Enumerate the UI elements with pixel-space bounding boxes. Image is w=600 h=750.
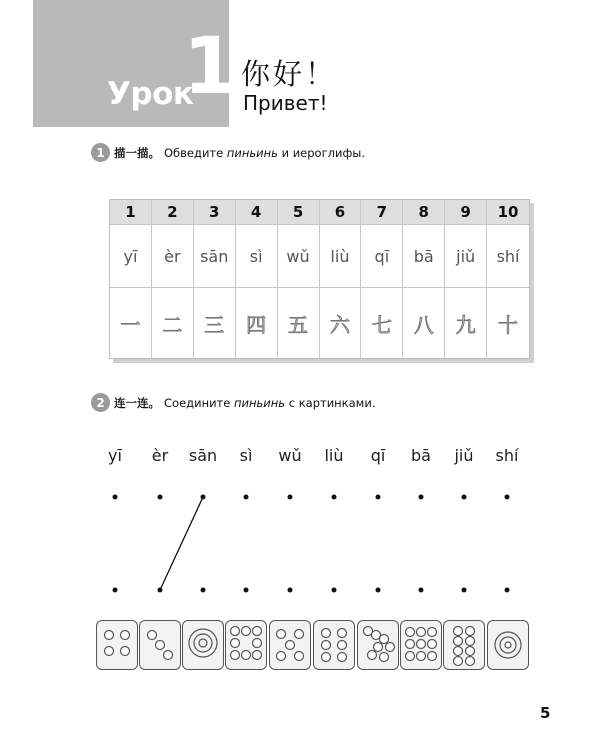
tile-circle-icon xyxy=(242,627,251,636)
tile-circle-icon xyxy=(428,640,437,649)
bottom-match-dot[interactable] xyxy=(113,588,118,593)
table-number-cell: 7 xyxy=(361,200,403,225)
lesson-number: 1 xyxy=(183,22,238,112)
tile-circle-icon xyxy=(386,643,395,652)
matching-pinyin-item: èr xyxy=(151,446,169,465)
tile-circle-icon xyxy=(231,651,240,660)
table-pinyin-cell: shí xyxy=(487,225,529,288)
table-number-cell: 2 xyxy=(152,200,194,225)
tile-circle-icon xyxy=(380,653,389,662)
top-match-dot[interactable] xyxy=(505,495,510,500)
tile-circle-icon xyxy=(231,627,240,636)
bottom-match-dot[interactable] xyxy=(244,588,249,593)
tile-circle-icon xyxy=(380,635,389,644)
one-big-circle-tile xyxy=(487,620,529,670)
task-1-text: Обведите пиньинь и иероглифы. xyxy=(164,145,366,160)
matching-pinyin-item: qī xyxy=(370,446,386,465)
tile-circle-icon xyxy=(454,637,463,646)
tile-circle-icon xyxy=(454,647,463,656)
top-match-dot[interactable] xyxy=(201,495,206,500)
lesson-title-russian: Привет! xyxy=(243,91,328,115)
matching-pinyin-item: sān xyxy=(188,446,218,465)
tile-circle-icon xyxy=(277,652,286,661)
tile-circle-icon xyxy=(338,653,347,662)
stacked-circles-tile xyxy=(182,620,224,670)
tile-circle-icon xyxy=(338,629,347,638)
tile-circle-icon xyxy=(417,640,426,649)
numbers-table xyxy=(109,199,530,359)
table-pinyin-cell: èr xyxy=(152,225,194,288)
bottom-match-dot[interactable] xyxy=(332,588,337,593)
bottom-match-dot[interactable] xyxy=(505,588,510,593)
tile-circle-icon xyxy=(428,652,437,661)
task-2-title-chinese: 连一连。 xyxy=(114,395,160,410)
matching-pinyin-item: sì xyxy=(239,446,253,465)
tile-circle-icon xyxy=(322,629,331,638)
table-pinyin-cell: yī xyxy=(110,225,152,288)
nine-circles-tile xyxy=(400,620,442,670)
table-hanzi-cell[interactable]: 二 xyxy=(152,288,194,358)
table-pinyin-cell: qī xyxy=(361,225,403,288)
tile-circle-icon xyxy=(466,637,475,646)
table-hanzi-cell[interactable]: 五 xyxy=(278,288,320,358)
matching-pinyin-item: liù xyxy=(324,446,344,465)
tile-circle-icon xyxy=(505,642,511,648)
table-number-cell: 8 xyxy=(403,200,445,225)
table-hanzi-cell[interactable]: 十 xyxy=(498,312,519,337)
matching-pinyin-item: jiǔ xyxy=(454,446,474,465)
table-pinyin-cell: bā xyxy=(403,225,445,288)
table-hanzi-cell[interactable]: 三 xyxy=(194,288,236,358)
task-2-number-badge: 2 xyxy=(91,393,110,412)
tile-circle-icon xyxy=(406,628,415,637)
table-pinyin-cell: jiǔ xyxy=(445,225,487,288)
tile-circle-icon xyxy=(466,647,475,656)
matching-pinyin-item: shí xyxy=(495,446,519,465)
tile-circle-icon xyxy=(253,651,262,660)
top-match-dot[interactable] xyxy=(288,495,293,500)
tile-circle-icon xyxy=(466,627,475,636)
task-2-instruction xyxy=(91,393,375,412)
table-pinyin-cell: wǔ xyxy=(278,225,320,288)
task-2-text: Соедините пиньинь с картинками. xyxy=(164,395,376,410)
table-hanzi-cell[interactable]: 一 xyxy=(110,288,152,358)
matching-pinyin-item: wǔ xyxy=(278,446,302,465)
page-number: 5 xyxy=(540,704,551,722)
tile-circle-icon xyxy=(164,651,173,660)
table-number-cell: 1 xyxy=(110,200,152,225)
bottom-match-dot[interactable] xyxy=(376,588,381,593)
tile-circle-icon xyxy=(121,647,130,656)
tile-circle-icon xyxy=(105,647,114,656)
top-match-dot[interactable] xyxy=(332,495,337,500)
table-number-cell: 9 xyxy=(445,200,487,225)
eight-circles-column-tile xyxy=(443,620,485,670)
tile-circle-icon xyxy=(105,631,114,640)
table-number-cell: 3 xyxy=(194,200,236,225)
tile-circle-icon xyxy=(253,627,262,636)
tile-circle-icon xyxy=(242,651,251,660)
example-connection-line xyxy=(160,497,203,590)
table-pinyin-cell: liù xyxy=(320,225,362,288)
tile-circle-icon xyxy=(428,628,437,637)
tile-circle-icon xyxy=(454,627,463,636)
top-match-dot[interactable] xyxy=(376,495,381,500)
table-pinyin-cell: sì xyxy=(236,225,278,288)
table-number-cell: 5 xyxy=(278,200,320,225)
table-number-cell: 6 xyxy=(320,200,362,225)
tile-circle-icon xyxy=(500,637,516,653)
tile-circle-icon xyxy=(338,641,347,650)
tile-circle-icon xyxy=(286,641,295,650)
table-pinyin-cell: sān xyxy=(194,225,236,288)
tile-circle-icon xyxy=(466,657,475,666)
tile-circle-icon xyxy=(368,651,377,660)
eight-circles-tile xyxy=(225,620,267,670)
bottom-match-dot[interactable] xyxy=(158,588,163,593)
table-hanzi-cell[interactable]: 七 xyxy=(361,288,403,358)
top-match-dot[interactable] xyxy=(462,495,467,500)
bottom-match-dot[interactable] xyxy=(201,588,206,593)
tile-circle-icon xyxy=(295,652,304,661)
two-circles-tile xyxy=(96,620,138,670)
tile-circle-icon xyxy=(253,639,262,648)
tile-circle-icon xyxy=(417,652,426,661)
tile-circle-icon xyxy=(189,629,217,657)
tile-circle-icon xyxy=(295,630,304,639)
tile-circle-icon xyxy=(406,640,415,649)
tile-circle-icon xyxy=(199,639,207,647)
tile-circle-icon xyxy=(406,652,415,661)
table-number-cell: 10 xyxy=(487,200,529,225)
tile-circle-icon xyxy=(374,643,383,652)
six-circles-tile xyxy=(313,620,355,670)
lesson-word: Урок xyxy=(107,76,194,112)
top-match-dot[interactable] xyxy=(113,495,118,500)
bottom-match-dot[interactable] xyxy=(288,588,293,593)
tile-circle-icon xyxy=(156,641,165,650)
matching-pinyin-item: yī xyxy=(108,446,122,465)
tile-circle-icon xyxy=(194,634,212,652)
top-match-dot[interactable] xyxy=(244,495,249,500)
tile-circle-icon xyxy=(454,657,463,666)
tile-circle-icon xyxy=(495,632,521,658)
tile-circle-icon xyxy=(231,639,240,648)
three-circles-diagonal-tile xyxy=(139,620,181,670)
top-match-dot[interactable] xyxy=(158,495,163,500)
tile-circle-icon xyxy=(277,630,286,639)
table-hanzi-cell[interactable]: 八 xyxy=(403,288,445,358)
top-match-dot[interactable] xyxy=(419,495,424,500)
matching-pinyin-row xyxy=(0,446,600,470)
table-hanzi-cell[interactable]: 九 xyxy=(445,288,487,358)
seven-circles-tile xyxy=(357,620,399,670)
matching-pinyin-item: bā xyxy=(411,446,431,465)
table-number-cell: 4 xyxy=(236,200,278,225)
tile-circle-icon xyxy=(417,628,426,637)
bottom-match-dot[interactable] xyxy=(462,588,467,593)
table-hanzi-cell[interactable]: 四 xyxy=(236,288,278,358)
tile-circle-icon xyxy=(322,641,331,650)
task-1-instruction xyxy=(91,143,365,162)
table-hanzi-cell[interactable]: 六 xyxy=(320,288,362,358)
task-1-number-badge: 1 xyxy=(91,143,110,162)
tile-circle-icon xyxy=(121,631,130,640)
task-1-title-chinese: 描一描。 xyxy=(114,145,160,160)
five-circles-tile xyxy=(269,620,311,670)
tile-circle-icon xyxy=(148,631,157,640)
tile-circle-icon xyxy=(322,653,331,662)
lesson-title-chinese: 你好！ xyxy=(241,57,338,91)
bottom-match-dot[interactable] xyxy=(419,588,424,593)
